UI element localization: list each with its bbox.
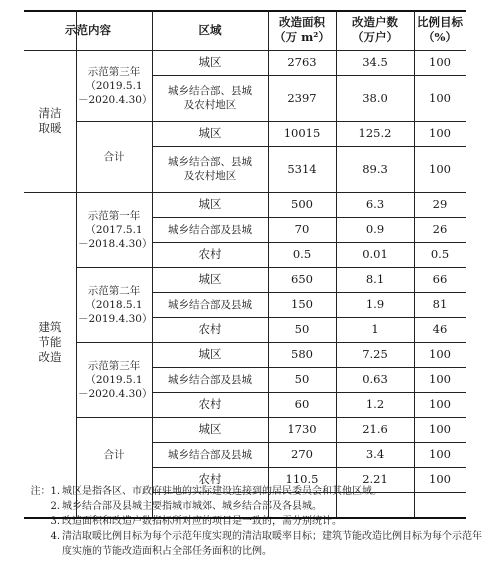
table-column-rule <box>152 11 153 517</box>
header-ratio: 比例目标 （%） <box>417 15 463 44</box>
clean-heating-area-value-cell <box>268 50 336 75</box>
clean-heating-area-value-cell <box>268 146 336 192</box>
clean-heating-ratio-value-cell <box>414 146 466 192</box>
header-area-cell <box>268 10 336 50</box>
clean-heating-ratio-value: 100 <box>429 126 451 140</box>
building-energy-ratio-value-cell <box>414 417 466 442</box>
clean-heating-households-value-cell <box>336 146 414 192</box>
building-energy-ratio-value: 26 <box>432 222 448 236</box>
row-rule <box>152 146 466 147</box>
building-energy-region-cell <box>152 342 268 367</box>
building-energy-ratio-value-cell <box>414 217 466 242</box>
building-energy-ratio-value-cell <box>414 317 466 342</box>
building-energy-ratio-value-cell <box>414 392 466 417</box>
building-energy-region: 城区 <box>198 272 222 286</box>
building-energy-region-cell <box>152 267 268 292</box>
building-energy-households-value: 0.9 <box>365 222 385 236</box>
building-energy-households-value-cell <box>336 442 414 467</box>
row-rule <box>152 292 466 293</box>
header-households-cell <box>336 10 414 50</box>
clean-heating-households-value-cell <box>336 50 414 75</box>
building-energy-ratio-value-cell <box>414 342 466 367</box>
row-rule <box>152 492 466 493</box>
building-energy-area-value-cell <box>268 417 336 442</box>
header-demo-content-cell <box>24 10 152 50</box>
building-energy-region-cell <box>152 367 268 392</box>
building-energy-area-value-cell <box>268 192 336 217</box>
building-energy-region: 城乡结合部及县城 <box>168 223 252 236</box>
building-energy-households-value-cell <box>336 367 414 392</box>
building-energy-households-value-cell <box>336 342 414 367</box>
building-energy-area-value: 580 <box>291 347 313 361</box>
clean-heating-ratio-value: 100 <box>429 161 451 176</box>
building-energy-region: 城区 <box>198 347 222 361</box>
building-energy-area-value: 50 <box>294 322 310 336</box>
clean-heating-ratio-value: 100 <box>429 55 451 69</box>
building-energy-period-label-cell <box>76 192 152 267</box>
note-number: 4. <box>50 531 60 542</box>
building-energy-households-value: 1.9 <box>365 297 385 311</box>
note-number: 3. <box>50 516 60 527</box>
building-energy-ratio-value: 100 <box>429 422 451 436</box>
building-energy-households-value-cell <box>336 392 414 417</box>
building-energy-region-cell <box>152 292 268 317</box>
clean-heating-ratio-value: 100 <box>429 90 451 105</box>
building-energy-area-value-cell <box>268 392 336 417</box>
building-energy-ratio-value-cell <box>414 367 466 392</box>
building-energy-period-label-cell <box>76 267 152 342</box>
building-energy-region-cell <box>152 242 268 267</box>
table-column-rule <box>336 11 337 517</box>
building-energy-area-value-cell <box>268 317 336 342</box>
building-energy-households-value: 2.21 <box>362 472 388 486</box>
table-column-rule <box>268 11 269 517</box>
building-energy-region: 农村 <box>198 247 222 261</box>
header-bottom-rule <box>24 50 466 51</box>
building-energy-households-value-cell <box>336 192 414 217</box>
clean-heating-households-value: 89.3 <box>362 161 388 176</box>
building-energy-ratio-value: 100 <box>429 397 451 411</box>
building-energy-region-cell <box>152 317 268 342</box>
header-region-cell <box>152 10 268 50</box>
clean-heating-ratio-value-cell <box>414 121 466 146</box>
clean-heating-region-cell <box>152 75 268 121</box>
clean-heating-area-value: 5314 <box>287 161 317 176</box>
table-top-rule <box>24 10 466 12</box>
note-text: 清洁取暖比例目标为每个示范年度实现的清洁取暖率目标；建筑节能改造比例目标为每个示范年度实施的节能改造面积占全部任务面积的比例。 <box>62 531 482 557</box>
building-energy-households-value: 6.3 <box>365 197 385 211</box>
building-energy-households-value-cell <box>336 292 414 317</box>
building-energy-ratio-value-cell <box>414 242 466 267</box>
building-energy-region: 城区 <box>198 197 222 211</box>
building-energy-households-value: 3.4 <box>365 447 385 461</box>
clean-heating-region: 城乡结合部、县城 及农村地区 <box>168 85 252 111</box>
building-energy-households-value: 7.25 <box>362 347 388 361</box>
clean-heating-region-cell <box>152 50 268 75</box>
row-rule <box>152 442 466 443</box>
row-rule <box>152 467 466 468</box>
building-energy-period-label: 合计 <box>103 448 125 461</box>
note-item <box>24 499 484 514</box>
clean-heating-area-value: 2397 <box>287 90 317 105</box>
building-energy-area-value-cell <box>268 342 336 367</box>
building-energy-area-value: 70 <box>294 222 310 236</box>
building-energy-period-label-cell <box>76 417 152 492</box>
building-energy-region: 农村 <box>198 322 222 336</box>
note-text: 城区是指各区、市政府驻地的实际建设连接到的居民委员会和其他区域。 <box>62 486 382 497</box>
building-energy-area-value: 150 <box>291 297 313 311</box>
row-rule <box>76 121 466 122</box>
note-text: 改造面积和改造户数指标所对应的项目是一致的，需分别统计。 <box>62 516 342 527</box>
clean-heating-area-value: 2763 <box>287 55 317 69</box>
clean-heating-households-value-cell <box>336 75 414 121</box>
building-energy-area-value: 650 <box>291 272 313 286</box>
building-energy-households-value-cell <box>336 417 414 442</box>
building-energy-households-value: 8.1 <box>365 272 385 286</box>
building-energy-region: 城乡结合部及县城 <box>168 373 252 386</box>
building-energy-area-value: 270 <box>291 447 313 461</box>
building-energy-households-value: 1 <box>371 322 379 336</box>
clean-heating-area-value: 10015 <box>283 126 321 140</box>
building-energy-region-cell <box>152 417 268 442</box>
table-column-rule <box>76 11 77 517</box>
row-rule <box>152 217 466 218</box>
building-energy-period-label: 示范第二年 （2018.5.1 －2019.4.30） <box>78 284 153 325</box>
row-rule <box>152 75 466 76</box>
building-energy-area-value: 500 <box>291 197 313 211</box>
building-energy-region: 农村 <box>198 397 222 411</box>
building-energy-ratio-value-cell <box>414 267 466 292</box>
clean-heating-region: 城区 <box>198 126 222 140</box>
building-energy-ratio-value-cell <box>414 442 466 467</box>
table-notes <box>24 484 484 559</box>
building-energy-ratio-value: 100 <box>429 372 451 386</box>
building-energy-area-value-cell <box>268 292 336 317</box>
building-energy-region-cell <box>152 192 268 217</box>
note-text: 城乡结合部及县城主要指城市城郊、城乡结合部及各县城。 <box>62 501 322 512</box>
header-demo-content: 示范内容 <box>65 22 111 37</box>
building-energy-ratio-value: 100 <box>429 472 451 486</box>
clean-heating-area-value-cell <box>268 121 336 146</box>
building-energy-area-value: 50 <box>294 372 310 386</box>
clean-heating-households-value: 38.0 <box>362 90 388 105</box>
clean-heating-section-label: 清洁 取暖 <box>38 106 62 135</box>
building-energy-area-value-cell <box>268 267 336 292</box>
building-energy-area-value: 0.5 <box>292 247 312 261</box>
table-column-rule <box>414 11 415 517</box>
building-energy-ratio-value: 29 <box>432 197 448 211</box>
clean-heating-ratio-value-cell <box>414 75 466 121</box>
clean-heating-region-cell <box>152 146 268 192</box>
clean-heating-area-value-cell <box>268 75 336 121</box>
building-energy-region: 城乡结合部及县城 <box>168 448 252 461</box>
building-energy-region: 城区 <box>198 422 222 436</box>
row-rule <box>76 267 466 268</box>
clean-heating-period-label-cell <box>76 121 152 192</box>
building-energy-area-value-cell <box>268 242 336 267</box>
clean-heating-ratio-value-cell <box>414 50 466 75</box>
building-energy-area-value: 60 <box>294 397 310 411</box>
building-energy-ratio-value-cell <box>414 192 466 217</box>
building-energy-ratio-value-cell <box>414 292 466 317</box>
header-region: 区域 <box>198 22 222 37</box>
building-energy-period-label: 示范第三年 （2019.5.1 －2020.4.30） <box>78 359 153 400</box>
row-rule <box>76 342 466 343</box>
building-energy-region: 农村 <box>198 472 222 486</box>
row-rule <box>152 317 466 318</box>
clean-heating-households-value: 34.5 <box>362 55 388 69</box>
building-energy-households-value: 0.63 <box>362 372 388 386</box>
clean-heating-region: 城区 <box>198 55 222 69</box>
building-energy-region: 城乡结合部及县城 <box>168 298 252 311</box>
building-energy-period-label: 示范第一年 （2017.5.1 －2018.4.30） <box>78 209 153 250</box>
clean-heating-region-cell <box>152 121 268 146</box>
row-rule <box>24 192 466 193</box>
clean-heating-period-label: 示范第三年 （2019.5.1 －2020.4.30） <box>78 65 153 106</box>
row-rule <box>76 417 466 418</box>
clean-heating-households-value-cell <box>336 121 414 146</box>
building-energy-households-value-cell <box>336 267 414 292</box>
note-number: 注：1. <box>30 486 60 497</box>
clean-heating-period-label: 合计 <box>103 150 125 163</box>
table-bottom-rule <box>24 517 466 519</box>
clean-heating-section-label-cell <box>24 50 76 192</box>
row-rule <box>152 392 466 393</box>
building-energy-ratio-value: 0.5 <box>430 247 450 261</box>
building-energy-households-value: 21.6 <box>362 422 388 436</box>
note-number: 2. <box>50 501 60 512</box>
building-energy-region-cell <box>152 392 268 417</box>
building-energy-area-value: 110.5 <box>285 472 319 486</box>
building-energy-households-value: 1.2 <box>365 397 385 411</box>
building-energy-ratio-value: 100 <box>429 347 451 361</box>
building-energy-households-value-cell <box>336 317 414 342</box>
clean-heating-region: 城乡结合部、县城 及农村地区 <box>168 156 252 182</box>
building-energy-area-value: 1730 <box>287 422 317 436</box>
building-energy-area-value-cell <box>268 367 336 392</box>
building-energy-households-value-cell <box>336 242 414 267</box>
note-item <box>24 529 484 559</box>
building-energy-region-cell <box>152 217 268 242</box>
building-energy-region-cell <box>152 442 268 467</box>
building-energy-area-value-cell <box>268 217 336 242</box>
building-energy-period-label-cell <box>76 342 152 417</box>
header-households: 改造户数 （万户） <box>352 15 398 44</box>
building-energy-ratio-value: 46 <box>432 322 448 336</box>
row-rule <box>152 242 466 243</box>
row-rule <box>152 367 466 368</box>
clean-heating-households-value: 125.2 <box>358 126 392 140</box>
building-energy-section-label-cell <box>24 192 76 492</box>
clean-heating-period-label-cell <box>76 50 152 121</box>
building-energy-households-value: 0.01 <box>362 247 388 261</box>
building-energy-area-value-cell <box>268 442 336 467</box>
building-energy-ratio-value: 100 <box>429 447 451 461</box>
building-energy-households-value-cell <box>336 217 414 242</box>
building-energy-ratio-value: 81 <box>432 297 448 311</box>
header-ratio-cell <box>414 10 466 50</box>
building-energy-ratio-value: 66 <box>432 272 448 286</box>
building-energy-section-label: 建筑 节能 改造 <box>38 319 62 364</box>
header-area: 改造面积 （万 m²） <box>274 15 330 44</box>
